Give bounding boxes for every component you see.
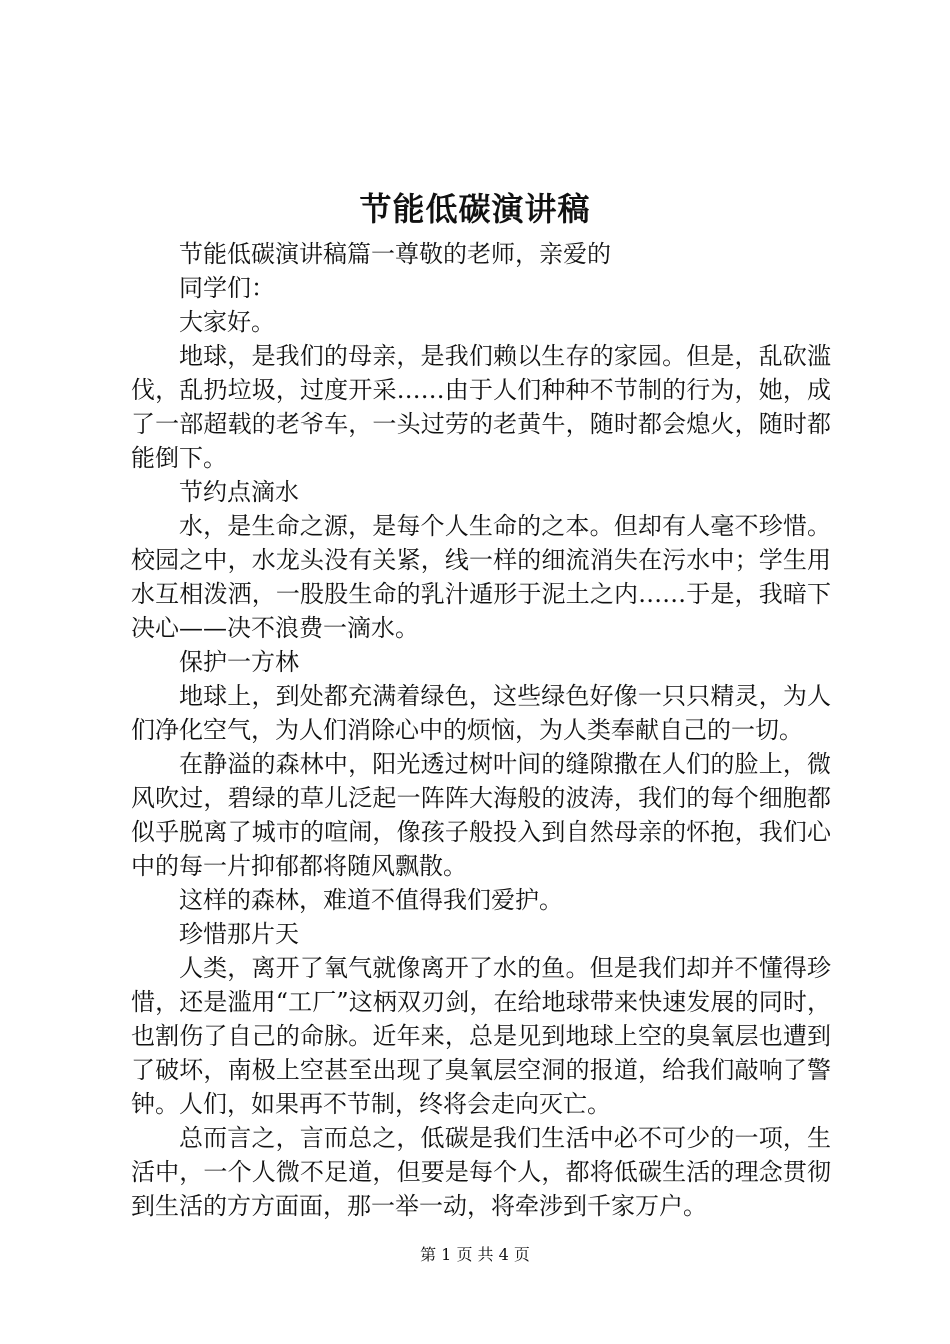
paragraph-greeting: 大家好。 [179, 308, 275, 336]
paragraph-forest-quiet: 在静溢的森林中，阳光透过树叶间的缝隙撒在人们的脸上，微风吹过，碧绿的草儿泛起一阵阵大海般的波涛，我们的每个细胞都似乎脱离了城市的喧闹，像孩子般投入到自然母亲的怀抱，我们心中的每一片抑郁都将随风飘散。 [131, 750, 831, 880]
document-title: 节能低碳演讲稿 [359, 190, 591, 228]
paragraph-intro: 节能低碳演讲稿篇一尊敬的老师，亲爱的 [179, 240, 611, 268]
section-heading-sky: 珍惜那片天 [179, 920, 299, 948]
page-number: 第 1 页 共 4 页 [420, 1245, 530, 1264]
paragraph-earth: 地球，是我们的母亲，是我们赖以生存的家园。但是，乱砍滥伐，乱扔垃圾，过度开采……由于人们种种不节制的行为，她，成了一部超载的老爷车，一头过劳的老黄牛，随时都会熄火，随时都能倒下。 [131, 342, 831, 472]
paragraph-salutation: 同学们： [179, 274, 275, 302]
paragraph-water: 水，是生命之源，是每个人生命的之本。但却有人毫不珍惜。校园之中，水龙头没有关紧，线一样的细流消失在污水中；学生用水互相泼洒，一股股生命的乳汁遁形于泥土之内……于是，我暗下决心——决不浪费一滴水。 [131, 512, 831, 642]
paragraph-conclusion: 总而言之，言而总之，低碳是我们生活中必不可少的一项，生活中，一个人微不足道，但要是每个人，都将低碳生活的理念贯彻到生活的方方面面，那一举一动，将牵涉到千家万户。 [131, 1124, 831, 1220]
paragraph-sky: 人类，离开了氧气就像离开了水的鱼。但是我们却并不懂得珍惜，还是滥用“工厂”这柄双刃剑，在给地球带来快速发展的同时，也割伤了自己的命脉。近年来，总是见到地球上空的臭氧层也遭到了破坏，南极上空甚至出现了臭氧层空洞的报道，给我们敲响了警钟。人们，如果再不节制，终将会走向灭亡。 [131, 954, 831, 1118]
paragraph-forest-protect: 这样的森林，难道不值得我们爱护。 [179, 886, 563, 914]
section-heading-water: 节约点滴水 [179, 478, 299, 506]
document-body [131, 237, 831, 1223]
paragraph-forest: 地球上，到处都充满着绿色，这些绿色好像一只只精灵，为人们净化空气，为人们消除心中的烦恼，为人类奉献自己的一切。 [131, 682, 831, 744]
section-heading-forest: 保护一方林 [179, 648, 299, 676]
